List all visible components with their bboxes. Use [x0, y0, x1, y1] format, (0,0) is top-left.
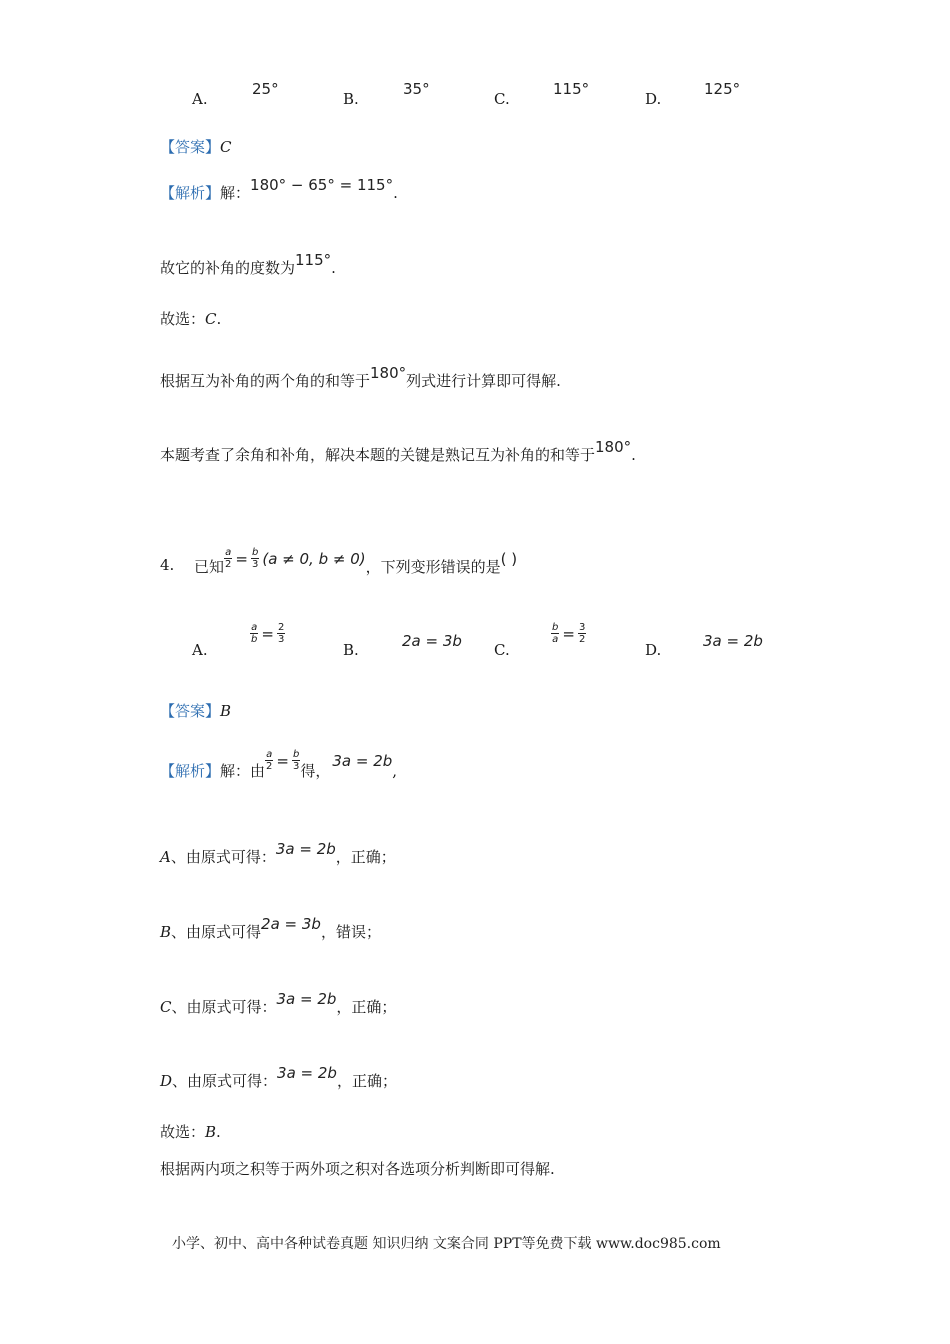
frac-den: a — [552, 634, 559, 645]
line3-end: 列式进行计算即可得解. — [406, 372, 561, 390]
line-formula: 3a = 2b — [276, 990, 337, 1008]
analysis-tag: 【解析】 — [160, 762, 221, 780]
q4-option-b-letter: B. — [343, 641, 359, 659]
stem-prefix: 已知 — [194, 558, 225, 576]
line-letter: D — [160, 1072, 173, 1090]
line-letter: C — [160, 998, 172, 1016]
q4-option-b-value: 2a = 3b — [402, 632, 462, 650]
frac-num: a — [225, 547, 232, 558]
q4-number: 4. — [160, 556, 175, 574]
analysis-end: . — [393, 184, 398, 202]
q4-choose — [160, 1121, 221, 1142]
q3-line4 — [160, 438, 636, 465]
frac-num: b — [552, 622, 559, 633]
q4-option-c-value — [551, 622, 586, 645]
q4-analysis-line-a — [160, 840, 396, 867]
line-end: ，正确； — [336, 1072, 397, 1090]
line4-formula: 180° — [595, 438, 632, 456]
frac-num: 3 — [578, 622, 586, 633]
q4-analysis — [160, 740, 397, 781]
q3-option-b-value: 35° — [403, 80, 430, 98]
line-text: 、由原式可得： — [171, 998, 277, 1016]
answer-tag: 【答案】 — [160, 138, 221, 156]
q3-line1 — [160, 251, 336, 278]
q4-analysis-line-d — [160, 1064, 397, 1091]
frac-den: 2 — [266, 761, 273, 772]
analysis-formula: 180° − 65° = 115° — [250, 176, 394, 194]
line-letter: A — [160, 848, 171, 866]
frac-den: 3 — [251, 559, 259, 570]
stem-eq: = — [235, 549, 248, 568]
stem-paren: ( ) — [500, 549, 518, 568]
analysis-mid: 得， — [300, 762, 331, 780]
line1-formula: 115° — [295, 251, 332, 269]
line-text: 、由原式可得： — [172, 1072, 278, 1090]
analysis-tag: 【解析】 — [160, 184, 221, 202]
q3-analysis — [160, 176, 398, 203]
frac-den: b — [251, 634, 258, 645]
analysis-end: , — [392, 761, 398, 780]
q4-option-a-letter: A. — [192, 641, 208, 659]
frac-den: 2 — [225, 559, 232, 570]
frac-den: 3 — [277, 634, 285, 645]
line3-formula: 180° — [370, 364, 407, 382]
line2-text: 故选： — [160, 310, 206, 328]
q3-option-c-letter: C. — [494, 90, 510, 108]
q3-option-b-letter: B. — [343, 90, 359, 108]
line-text: 、由原式可得： — [170, 848, 276, 866]
answer-tag: 【答案】 — [160, 702, 221, 720]
q4-analysis-line-c — [160, 990, 397, 1017]
line1-end: . — [331, 259, 336, 277]
line-end: ，错误； — [320, 923, 381, 941]
frac-den: 2 — [578, 634, 586, 645]
q3-answer — [160, 136, 232, 157]
q3-option-c-value: 115° — [553, 80, 590, 98]
answer-value: C — [220, 138, 232, 156]
q3-line3 — [160, 364, 561, 391]
page-footer: 小学、初中、高中各种试卷真题 知识归纳 文案合同 PPT等免费下载 www.doc985.com — [172, 1236, 721, 1252]
frac-num: 2 — [277, 622, 285, 633]
frac-num: b — [251, 547, 259, 558]
q3-option-d-letter: D. — [645, 90, 662, 108]
choose-text: 故选： — [160, 1123, 206, 1141]
answer-value: B — [220, 702, 232, 720]
stem-fraction-a-over-2 — [224, 547, 232, 570]
choose-end: . — [216, 1123, 221, 1141]
analysis-prefix: 解： — [220, 184, 251, 202]
frac-num: b — [292, 749, 300, 760]
frac-num: a — [251, 622, 258, 633]
line-end: ，正确； — [336, 998, 397, 1016]
stem-fraction-b-over-3 — [251, 547, 259, 570]
eq: = — [562, 624, 575, 643]
stem-condition: (a ≠ 0, b ≠ 0) — [262, 549, 366, 568]
line-formula: 3a = 2b — [275, 840, 336, 858]
q4-option-d-value: 3a = 2b — [703, 632, 763, 650]
eq: = — [261, 624, 274, 643]
frac-num: a — [266, 749, 273, 760]
q4-stem — [194, 540, 517, 577]
eq: = — [276, 751, 289, 770]
line2-choice: C — [205, 310, 217, 328]
line-text: 、由原式可得 — [171, 923, 262, 941]
line3-text: 根据互为补角的两个角的和等于 — [160, 372, 371, 390]
q4-answer — [160, 700, 231, 721]
analysis-formula: 3a = 2b — [332, 751, 393, 770]
q4-option-a-value — [250, 622, 285, 645]
q3-option-d-value: 125° — [704, 80, 741, 98]
q4-option-c-letter: C. — [494, 641, 510, 659]
q4-final-note: 根据两内项之积等于两外项之积对各选项分析判断即可得解. — [160, 1160, 555, 1178]
q3-option-a-value: 25° — [252, 80, 279, 98]
line1-text: 故它的补角的度数为 — [160, 259, 296, 277]
line-end: ，正确； — [335, 848, 396, 866]
line4-end: . — [631, 446, 636, 464]
choose-letter: B — [205, 1123, 217, 1141]
line2-end: . — [216, 310, 222, 328]
analysis-prefix: 解：由 — [220, 762, 266, 780]
line-formula: 3a = 2b — [277, 1064, 337, 1082]
line-letter: B — [160, 923, 172, 941]
line4-text: 本题考查了余角和补角，解决本题的关键是熟记互为补角的和等于 — [160, 446, 596, 464]
q4-option-d-letter: D. — [645, 641, 662, 659]
q4-analysis-line-b — [160, 915, 381, 942]
line-formula: 2a = 3b — [261, 915, 321, 933]
q3-option-a-letter: A. — [192, 90, 208, 108]
q3-line2 — [160, 308, 221, 329]
stem-suffix: ，下列变形错误的是 — [365, 558, 501, 576]
frac-den: 3 — [292, 761, 300, 772]
